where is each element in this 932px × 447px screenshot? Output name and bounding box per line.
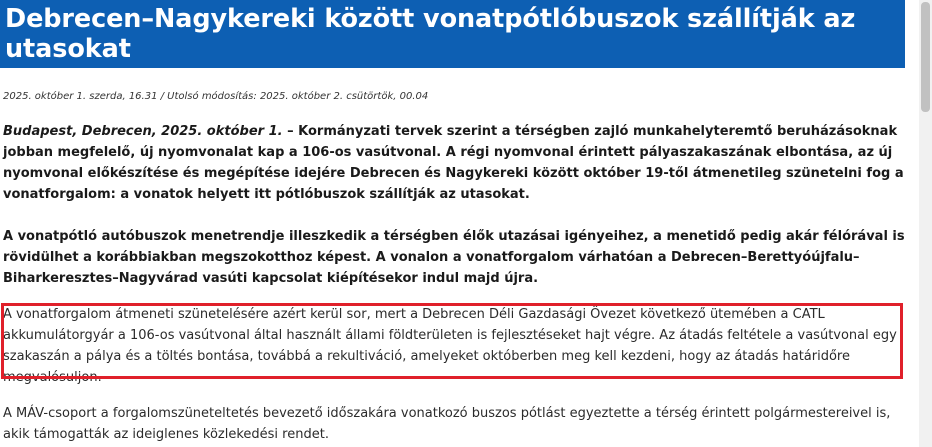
paragraph-mav: A MÁV-csoport a forgalomszüneteltetés bevezető időszakára vonatkozó buszos pótlást egyeztette a térség érintett polgármestereivel is, akik támogatták az ideiglenes közlekedési rendet.: [3, 406, 891, 442]
scrollbar-thumb[interactable]: [921, 2, 930, 112]
lead-text: – Kormányzati tervek szerint a térségben zajló munkahelyteremtő beruházásoknak jobban megfelelő, új nyomvonalat kap a 106-os vasútvonal. A régi nyomvonal érintett pályaszakaszának elbontása, az új nyomvonal előkészítése és megépítése idejére Debrecen és Nagykereki között október 19-től átmenetileg szünetelni fog a vonatforgalom: a vonatok helyett itt pótlóbuszok szállítják az utasokat.: [3, 124, 904, 202]
paragraph-schedule: A vonatpótló autóbuszok menetrendje illeszkedik a térségben élők utazásai igényeihez, a menetidő pedig akár félórával is rövidülhet a korábbiakban megszokotthoz képest. A vonalon a vonatforgalom várhatóan a Debrecen–Berettyóújfalu–Biharkeresztes–Nagyvárad vasúti kapcsolat kiépítésekor indul majd újra.: [3, 229, 905, 286]
title-banner: [0, 0, 905, 68]
paragraph-reason: A vonatforgalom átmeneti szünetelésére azért kerül sor, mert a Debrecen Déli Gazdasági Övezet következő ütemében a CATL akkumulátorgyár a 106-os vasútvonal által használt állami földterületen is fejlesztéseket hajt végre. Az átadás feltétele a vasútvonal egy szakaszán a pálya és a töltés bontása, továbbá a rekultiváció, amelyeket októberben meg kell kezdeni, hogy az átadás határidőre megvalósuljon.: [3, 307, 897, 385]
article-dateline: 2025. október 1. szerda, 16.31 / Utolsó módosítás: 2025. október 2. csütörtök, 00.04: [3, 91, 429, 102]
article-title: Debrecen–Nagykereki között vonatpótlóbuszok szállítják az utasokat: [5, 4, 856, 64]
lead-paragraph: [3, 121, 908, 205]
lead-place-date: Budapest, Debrecen, 2025. október 1.: [3, 124, 283, 139]
